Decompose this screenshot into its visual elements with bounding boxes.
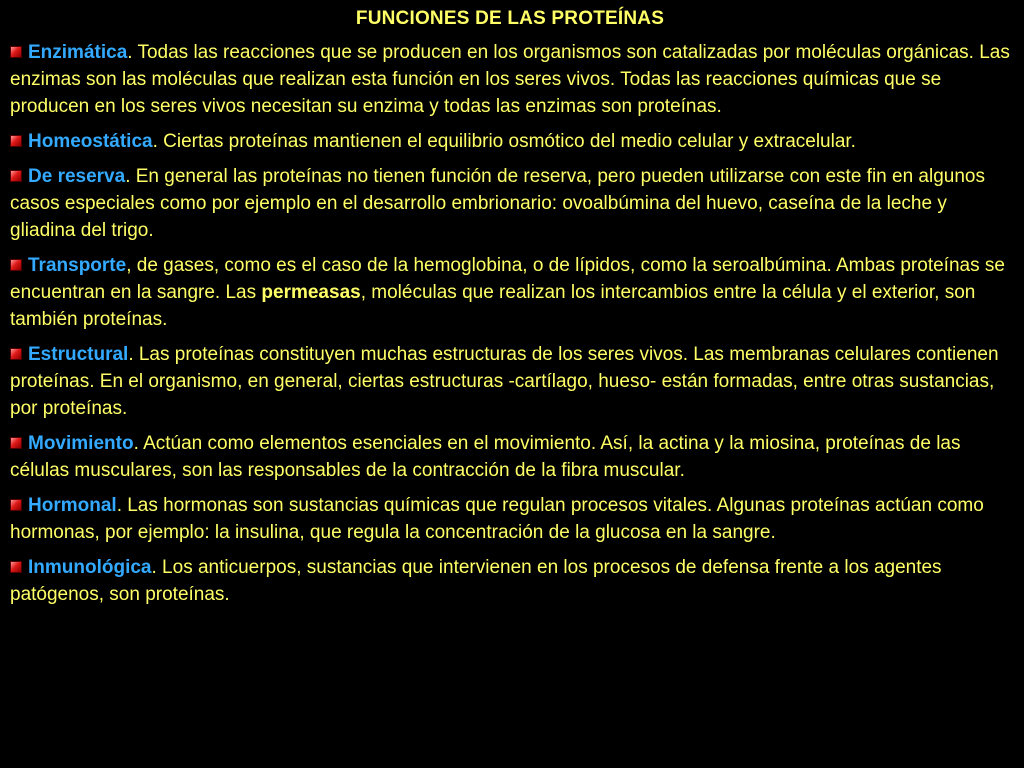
term-inmunologica: Inmunológica: [28, 557, 152, 578]
function-transporte: [10, 252, 1010, 333]
red-square-bullet-icon: [10, 437, 22, 449]
term-movimiento: Movimiento: [28, 433, 134, 454]
description-transporte-part2: , moléculas que realizan los intercambios entre la célula y el exterior, son también proteínas.: [10, 282, 976, 330]
description-homeostatica: . Ciertas proteínas mantienen el equilibrio osmótico del medio celular y extracelular.: [152, 131, 856, 152]
red-square-bullet-icon: [10, 46, 22, 58]
red-square-bullet-icon: [10, 135, 22, 147]
description-estructural: . Las proteínas constituyen muchas estructuras de los seres vivos. Las membranas celulares contienen proteínas. En el organismo, en general, ciertas estructuras -cartílago, hueso- están formadas, entre otras sustancias, por proteínas.: [10, 344, 999, 419]
page-title: FUNCIONES DE LAS PROTEÍNAS: [355, 8, 665, 29]
red-square-bullet-icon: [10, 348, 22, 360]
function-de-reserva: [10, 163, 1010, 244]
function-inmunologica: [10, 554, 1010, 608]
red-square-bullet-icon: [10, 170, 22, 182]
term-enzimatica: Enzimática: [28, 42, 128, 63]
function-homeostatica: [10, 128, 1010, 155]
description-de-reserva: . En general las proteínas no tienen función de reserva, pero pueden utilizarse con este fin en algunos casos especiales como por ejemplo en el desarrollo embrionario: ovoalbúmina del huevo, caseína de la leche y gliadina del trigo.: [10, 166, 985, 241]
red-square-bullet-icon: [10, 499, 22, 511]
description-transporte-part1: , de gases, como es el caso de la hemoglobina, o de lípidos, como la seroalbúmina. Ambas proteínas se encuentran en la sangre. Las: [10, 255, 1005, 303]
description-movimiento: . Actúan como elementos esenciales en el movimiento. Así, la actina y la miosina, proteínas de las células musculares, son las responsables de la contracción de la fibra muscular.: [10, 433, 961, 481]
description-hormonal: . Las hormonas son sustancias químicas que regulan procesos vitales. Algunas proteínas actúan como hormonas, por ejemplo: la insulina, que regula la concentración de la glucosa en la sangre.: [10, 495, 984, 543]
term-hormonal: Hormonal: [28, 495, 117, 516]
description-enzimatica: . Todas las reacciones que se producen en los organismos son catalizadas por moléculas orgánicas. Las enzimas son las moléculas que realizan esta función en los seres vivos. Todas las reacciones químicas que se producen en los seres vivos necesitan su enzima y todas las enzimas son proteínas.: [10, 42, 1010, 117]
term-estructural: Estructural: [28, 344, 129, 365]
function-estructural: [10, 341, 1010, 422]
highlight-permeasas: permeasas: [261, 282, 361, 303]
term-de-reserva: De reserva: [28, 166, 126, 187]
term-transporte: Transporte: [28, 255, 127, 276]
function-movimiento: [10, 430, 1010, 484]
red-square-bullet-icon: [10, 259, 22, 271]
function-hormonal: [10, 492, 1010, 546]
function-enzimatica: [10, 39, 1010, 120]
description-inmunologica: . Los anticuerpos, sustancias que intervienen en los procesos de defensa frente a los agentes patógenos, son proteínas.: [10, 557, 942, 605]
term-homeostatica: Homeostática: [28, 131, 153, 152]
red-square-bullet-icon: [10, 561, 22, 573]
